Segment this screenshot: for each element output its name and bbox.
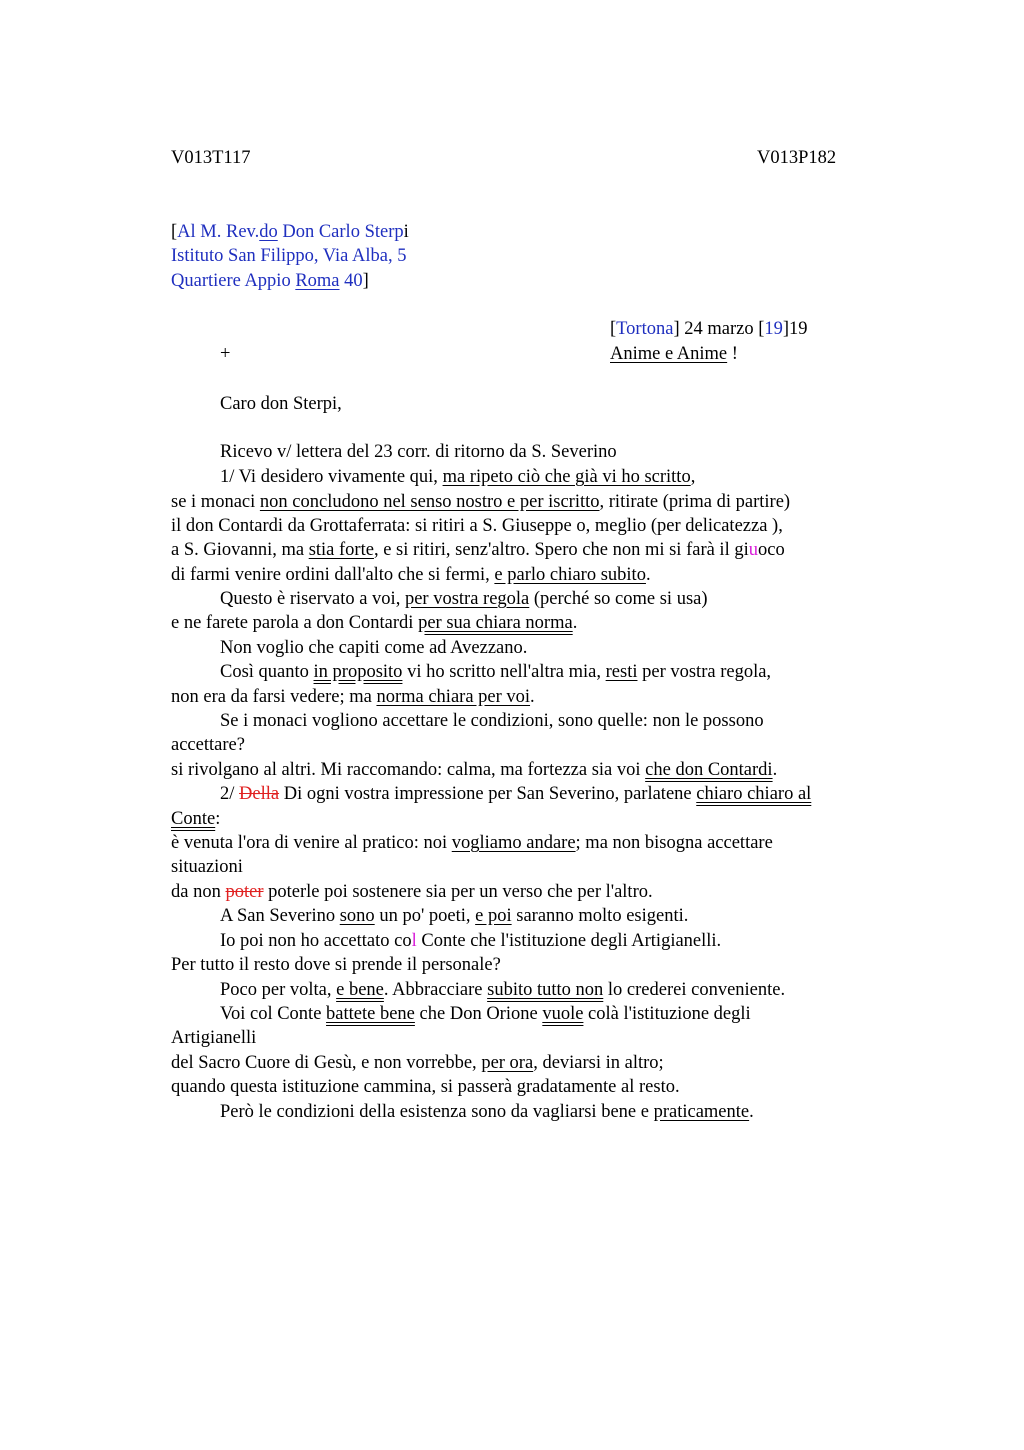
text: Voi col Conte <box>220 1004 327 1024</box>
body-line <box>171 563 651 587</box>
double-underlined-text: battete bene <box>326 1004 415 1024</box>
underlined-text: resti <box>605 662 638 682</box>
body-line: Non voglio che capiti come ad Avezzano. <box>220 638 528 658</box>
date-text: ] 24 marzo [ <box>673 319 765 339</box>
text: Però le condizioni della esistenza sono da vagliarsi bene e <box>220 1102 654 1122</box>
body-line <box>220 1002 751 1026</box>
text: lo crederei conveniente. <box>603 980 786 1000</box>
double-underlined-text: chiaro chiaro al <box>696 784 812 804</box>
body-line: Per tutto il resto dove si prende il personale? <box>171 955 501 975</box>
text: Di ogni vostra impressione per San Severino, parlatene <box>279 784 697 804</box>
place: Tortona <box>616 319 674 339</box>
address-text: Al M. Rev. <box>177 222 260 242</box>
bracket: ] <box>362 271 369 291</box>
text: , ritirate (prima di partire) <box>599 492 791 512</box>
text: poterle poi sostenere sia per un verso che per l'altro. <box>263 882 653 902</box>
body-line <box>220 465 695 489</box>
body-line <box>220 929 721 953</box>
motto-text: Anime e Anime <box>610 344 728 364</box>
text: ; ma non bisogna accettare <box>575 833 773 853</box>
text: , <box>690 467 696 487</box>
cross-symbol: + <box>220 344 231 364</box>
text: di farmi venire ordini dall'alto che si fermi, <box>171 565 495 585</box>
body-line: situazioni <box>171 857 243 877</box>
text: non era da farsi vedere; ma <box>171 687 377 707</box>
text: se i monaci <box>171 492 260 512</box>
text: che Don Orione <box>414 1004 543 1024</box>
text: vi ho scritto nell'altra mia, <box>402 662 606 682</box>
address-text-underlined: do <box>259 222 278 242</box>
editorial-insert: l <box>411 931 417 951</box>
bracket: [ <box>171 222 178 242</box>
body-line <box>171 1051 664 1075</box>
address-text: 40 <box>339 271 363 291</box>
text: è venuta l'ora di venire al pratico: noi <box>171 833 452 853</box>
text: si rivolgano al altri. Mi raccomando: calma, ma fortezza sia voi <box>171 760 646 780</box>
body-line: Ricevo v/ lettera del 23 corr. di ritorno da S. Severino <box>220 442 617 462</box>
text: per vostra regola, <box>637 662 772 682</box>
double-underlined-text: vuole <box>542 1004 584 1024</box>
underlined-text: stia forte <box>308 540 374 560</box>
body-line <box>171 831 773 855</box>
text: Io poi non ho accettato co <box>220 931 412 951</box>
body-line: Artigianelli <box>171 1028 257 1048</box>
motto-tail: ! <box>727 344 738 364</box>
underlined-text: vogliamo andare <box>451 833 576 853</box>
text: (perché so come si usa) <box>529 589 708 609</box>
year-prefix: 19 <box>764 319 783 339</box>
address-text: Don Carlo Sterp <box>277 222 404 242</box>
deleted-text: Della <box>239 784 280 804</box>
text: . Abbracciare <box>383 980 488 1000</box>
text: Così quanto <box>220 662 314 682</box>
address-city: Roma <box>295 271 340 291</box>
text: . <box>645 565 651 585</box>
body-line <box>171 807 220 831</box>
text: oco <box>757 540 785 560</box>
underlined-text: norma chiara per voi <box>376 687 531 707</box>
underlined-text: per ora <box>481 1053 534 1073</box>
text: . <box>572 613 578 633</box>
underlined-text: non concludono nel senso nostro e per iscritto <box>259 492 600 512</box>
underlined-text: e poi <box>475 906 512 926</box>
text: A San Severino <box>220 906 340 926</box>
motto <box>610 342 738 366</box>
text: , e si ritiri, senz'altro. Spero che non mi si farà il gi <box>373 540 749 560</box>
bracket: [ <box>610 319 617 339</box>
text: Questo è riservato a voi, <box>220 589 405 609</box>
text: . <box>530 687 535 707</box>
text: 1/ Vi desidero vivamente qui, <box>220 467 443 487</box>
body-line <box>171 538 785 562</box>
body-line <box>171 611 577 635</box>
double-underlined-text: subito tutto non <box>487 980 604 1000</box>
date-line <box>610 317 808 341</box>
underlined-text: sono <box>339 906 375 926</box>
text: 2/ <box>220 784 240 804</box>
editorial-insert: u <box>748 540 758 560</box>
date-text: ]19 <box>782 319 808 339</box>
document-code-left: V013T117 <box>171 148 251 168</box>
text: colà l'istituzione degli <box>583 1004 751 1024</box>
body-line <box>171 758 777 782</box>
document-code-right: V013P182 <box>757 148 837 168</box>
address-text: i <box>403 222 409 242</box>
body-line <box>220 587 708 611</box>
text: Conte che l'istituzione degli Artigianelli. <box>416 931 722 951</box>
body-line: accettare? <box>171 735 245 755</box>
text: da non <box>171 882 226 902</box>
address-line-1 <box>171 220 409 244</box>
double-underlined-text: e bene <box>336 980 384 1000</box>
address-line-2: Istituto San Filippo, Via Alba, 5 <box>171 246 407 266</box>
underlined-text: e parlo chiaro subito <box>494 565 646 585</box>
text: . <box>749 1102 754 1122</box>
text: un po' poeti, <box>374 906 476 926</box>
body-line <box>220 782 811 806</box>
body-line <box>220 1100 754 1124</box>
text: Poco per volta, <box>220 980 337 1000</box>
text: saranno molto esigenti. <box>511 906 689 926</box>
text: del Sacro Cuore di Gesù, e non vorrebbe, <box>171 1053 482 1073</box>
text: a S. Giovanni, ma <box>171 540 309 560</box>
address-text: Quartiere Appio <box>171 271 296 291</box>
double-underlined-text: in proposito <box>313 662 403 682</box>
double-underlined-text: per sua chiara norma <box>418 613 573 633</box>
underlined-text: praticamente <box>653 1102 750 1122</box>
body-line <box>171 880 653 904</box>
deleted-text: poter <box>225 882 264 902</box>
body-line: quando questa istituzione cammina, si passerà gradatamente al resto. <box>171 1077 680 1097</box>
body-line <box>171 685 535 709</box>
underlined-text: ma ripeto ciò che già vi ho scritto <box>442 467 691 487</box>
body-line <box>171 490 790 514</box>
body-line <box>220 904 688 928</box>
body-line: il don Contardi da Grottaferrata: si ritiri a S. Giuseppe o, meglio (per delicatezza ), <box>171 516 783 536</box>
text: : <box>215 809 221 829</box>
address-line-3 <box>171 269 369 293</box>
body-line: Se i monaci vogliono accettare le condizioni, sono quelle: non le possono <box>220 711 764 731</box>
double-underlined-text: Conte <box>171 809 216 829</box>
body-line <box>220 978 785 1002</box>
double-underlined-text: che don Contardi <box>645 760 773 780</box>
text: e ne farete parola a don Contardi <box>171 613 419 633</box>
text: , deviarsi in altro; <box>533 1053 664 1073</box>
underlined-text: per vostra regola <box>404 589 530 609</box>
text: . <box>772 760 778 780</box>
salutation: Caro don Sterpi, <box>220 394 342 414</box>
body-line <box>220 660 771 684</box>
